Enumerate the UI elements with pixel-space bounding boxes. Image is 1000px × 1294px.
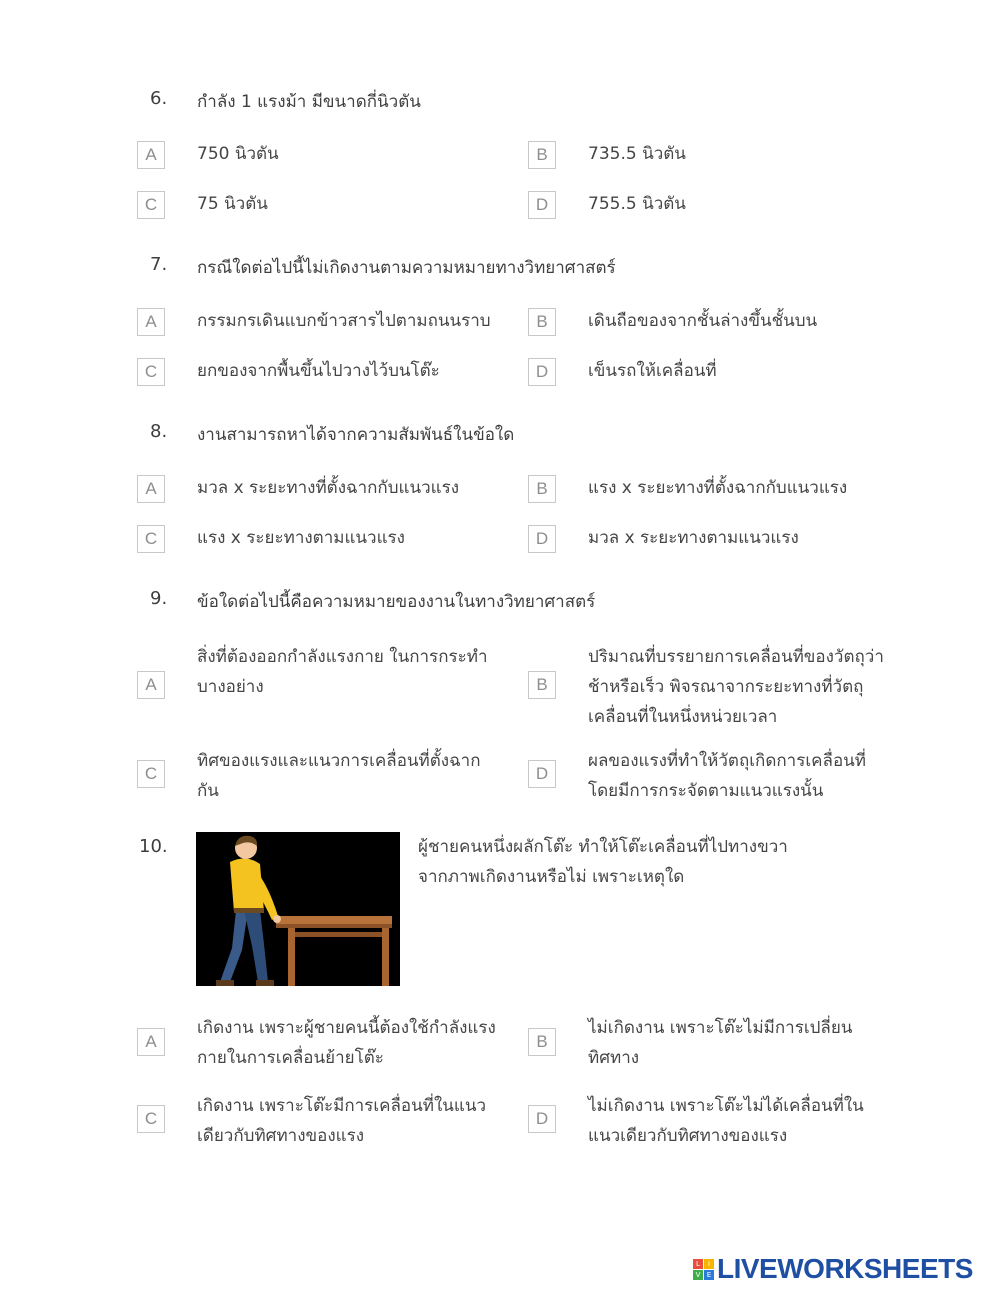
- option-d-text[interactable]: [588, 746, 866, 806]
- question-number: 8.: [150, 421, 168, 442]
- option-a-button[interactable]: A: [137, 475, 165, 503]
- logo-mark-icon: [693, 1259, 714, 1280]
- option-b-text[interactable]: [588, 1013, 852, 1073]
- option-c-button[interactable]: C: [137, 191, 165, 219]
- option-b-button[interactable]: B: [528, 141, 556, 169]
- option-line: กายในการเคลื่อนย้ายโต๊ะ: [197, 1048, 384, 1068]
- option-d-button[interactable]: D: [528, 191, 556, 219]
- option-c-text[interactable]: แรง x ระยะทางตามแนวแรง: [197, 528, 405, 548]
- man-pushing-table-illustration: [196, 832, 400, 986]
- option-b-button[interactable]: B: [528, 671, 556, 699]
- man-pushing-table-svg: [196, 832, 400, 986]
- option-line: เกิดงาน เพราะโต๊ะมีการเคลื่อนที่ในแนว: [197, 1096, 486, 1116]
- option-c-button[interactable]: C: [137, 358, 165, 386]
- logo-mark-cell: L: [693, 1259, 703, 1269]
- option-c-text[interactable]: [197, 1091, 486, 1151]
- question-text: กำลัง 1 แรงม้า มีขนาดกี่นิวตัน: [197, 92, 421, 112]
- liveworksheets-logo[interactable]: [693, 1254, 973, 1284]
- option-a-button[interactable]: A: [137, 141, 165, 169]
- option-c-button[interactable]: C: [137, 1105, 165, 1133]
- option-a-text[interactable]: กรรมกรเดินแบกข้าวสารไปตามถนนราบ: [197, 311, 491, 331]
- logo-mark-cell: I: [704, 1259, 714, 1269]
- option-c-button[interactable]: C: [137, 525, 165, 553]
- option-d-button[interactable]: D: [528, 760, 556, 788]
- logo-mark-cell: E: [704, 1270, 714, 1280]
- option-line: แนวเดียวกับทิศทางของแรง: [588, 1126, 788, 1146]
- option-d-button[interactable]: D: [528, 525, 556, 553]
- option-b-text[interactable]: แรง x ระยะทางที่ตั้งฉากกับแนวแรง: [588, 478, 848, 498]
- option-a-button[interactable]: A: [137, 671, 165, 699]
- option-b-button[interactable]: B: [528, 1028, 556, 1056]
- option-line: สิ่งที่ต้องออกกำลังแรงกาย ในการกระทำ: [197, 647, 488, 667]
- option-line: โดยมีการกระจัดตามแนวแรงนั้น: [588, 781, 824, 801]
- option-a-button[interactable]: A: [137, 308, 165, 336]
- option-line: ทิศของแรงและแนวการเคลื่อนที่ตั้งฉาก: [197, 751, 481, 771]
- option-b-button[interactable]: B: [528, 475, 556, 503]
- option-a-text[interactable]: มวล x ระยะทางที่ตั้งฉากกับแนวแรง: [197, 478, 460, 498]
- option-a-text[interactable]: [197, 642, 488, 702]
- question-text: ข้อใดต่อไปนี้คือความหมายของงานในทางวิทยาศาสตร์: [197, 592, 596, 612]
- option-c-button[interactable]: C: [137, 760, 165, 788]
- question-number: 7.: [150, 254, 168, 275]
- option-a-text[interactable]: [197, 1013, 496, 1073]
- option-a-text[interactable]: 750 นิวตัน: [197, 144, 279, 164]
- option-line: ผลของแรงที่ทำให้วัตถุเกิดการเคลื่อนที่: [588, 751, 866, 771]
- option-c-text[interactable]: ยกของจากพื้นขึ้นไปวางไว้บนโต๊ะ: [197, 361, 440, 381]
- option-d-text[interactable]: [588, 1091, 864, 1151]
- option-line: เกิดงาน เพราะผู้ชายคนนี้ต้องใช้กำลังแรง: [197, 1018, 496, 1038]
- question-text: งานสามารถหาได้จากความสัมพันธ์ในข้อใด: [197, 425, 515, 445]
- question-number: 6.: [150, 88, 168, 109]
- question-text: [418, 832, 788, 892]
- option-line: ทิศทาง: [588, 1048, 640, 1068]
- option-line: ไม่เกิดงาน เพราะโต๊ะไม่มีการเปลี่ยน: [588, 1018, 853, 1038]
- option-d-text[interactable]: มวล x ระยะทางตามแนวแรง: [588, 528, 799, 548]
- option-d-text[interactable]: เข็นรถให้เคลื่อนที่: [588, 361, 717, 381]
- option-c-text[interactable]: [197, 746, 481, 806]
- option-line: ปริมาณที่บรรยายการเคลื่อนที่ของวัตถุว่า: [588, 647, 884, 667]
- question-line: จากภาพเกิดงานหรือไม่ เพราะเหตุใด: [418, 867, 685, 887]
- logo-text: LIVEWORKSHEETS: [717, 1253, 973, 1284]
- question-number: 9.: [150, 588, 168, 609]
- option-line: ช้าหรือเร็ว พิจรณาจากระยะทางที่วัตถุ: [588, 677, 864, 697]
- option-line: เคลื่อนที่ในหนึ่งหน่วยเวลา: [588, 707, 778, 727]
- option-line: เดียวกับทิศทางของแรง: [197, 1126, 365, 1146]
- option-line: ไม่เกิดงาน เพราะโต๊ะไม่ได้เคลื่อนที่ใน: [588, 1096, 864, 1116]
- option-c-text[interactable]: 75 นิวตัน: [197, 194, 268, 214]
- option-b-button[interactable]: B: [528, 308, 556, 336]
- question-line: ผู้ชายคนหนึ่งผลักโต๊ะ ทำให้โต๊ะเคลื่อนที่ไปทางขวา: [418, 837, 788, 857]
- option-d-button[interactable]: D: [528, 1105, 556, 1133]
- question-number: 10.: [139, 836, 168, 857]
- option-line: กัน: [197, 781, 219, 801]
- option-b-text[interactable]: เดินถือของจากชั้นล่างขึ้นชั้นบน: [588, 311, 818, 331]
- option-d-text[interactable]: 755.5 นิวตัน: [588, 194, 686, 214]
- question-text: กรณีใดต่อไปนี้ไม่เกิดงานตามความหมายทางวิทยาศาสตร์: [197, 258, 616, 278]
- logo-mark-cell: V: [693, 1270, 703, 1280]
- option-d-button[interactable]: D: [528, 358, 556, 386]
- option-a-button[interactable]: A: [137, 1028, 165, 1056]
- option-b-text[interactable]: [588, 642, 884, 732]
- option-b-text[interactable]: 735.5 นิวตัน: [588, 144, 686, 164]
- option-line: บางอย่าง: [197, 677, 264, 697]
